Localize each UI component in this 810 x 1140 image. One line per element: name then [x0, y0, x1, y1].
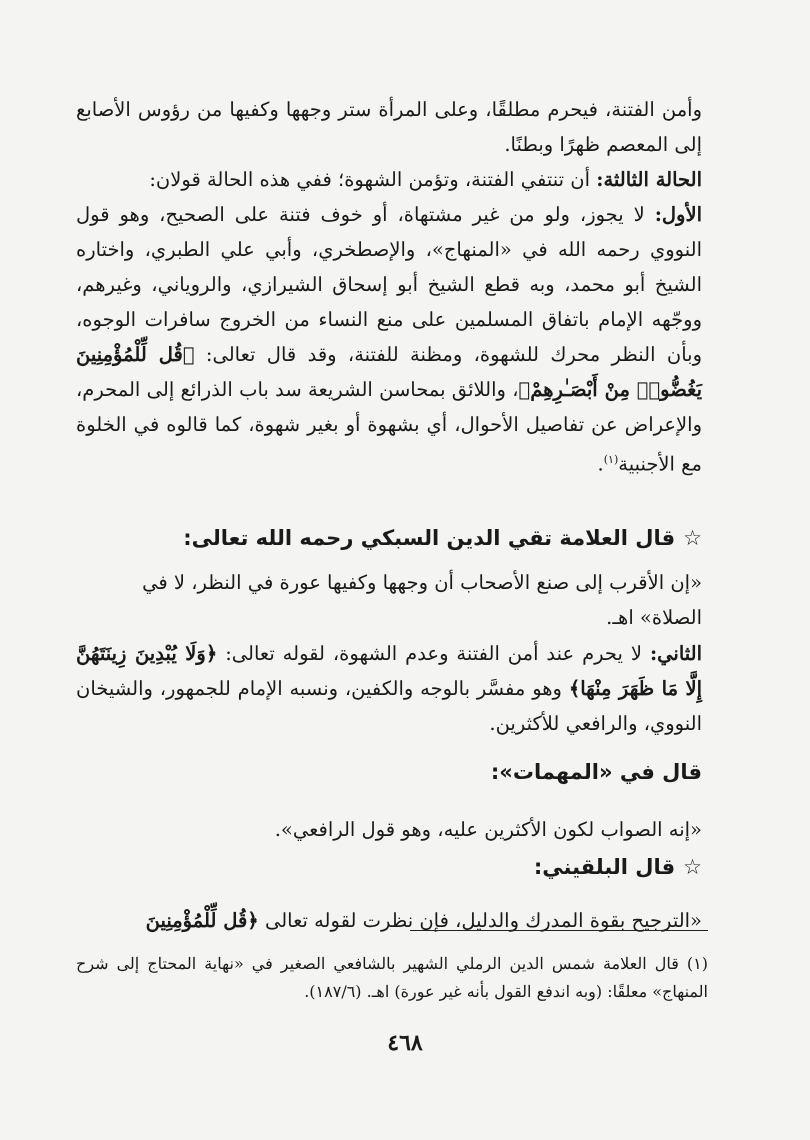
footnote-ref-1: (١)	[603, 453, 619, 466]
quran-verse-3: ﴿قُل لِّلْمُؤْمِنِينَ	[145, 909, 259, 932]
text-block-1	[76, 92, 702, 482]
paragraph-intro: وأمن الفتنة، فيحرم مطلقًا، وعلى المرأة ستر وجهها وكفيها من رؤوس الأصابع إلى المعصم ظهرًا وبطنًا.	[76, 98, 702, 156]
quote-bulqini-text: «الترجيح بقوة المدرك والدليل، فإن نظرت لقوله تعالى	[264, 909, 702, 932]
heading-bulqini-text: قال البلقيني:	[533, 855, 676, 879]
quote-muhimmat: «إنه الصواب لكون الأكثرين عليه، وهو قول الرافعي».	[274, 818, 702, 841]
first-opinion-text-b: ، واللائق بمحاسن الشريعة سد باب الذرائع إلى المحرم، والإعراض عن تفاصيل الأحوال، أي بشهوة أو بغير شهوة، كما قالوه في الخلوة مع الأجنبية	[76, 378, 702, 476]
page-number: ٤٦٨	[387, 1030, 423, 1056]
heading-bulqini	[70, 855, 702, 879]
star-icon-2: ☆	[683, 855, 702, 879]
paragraph-third-case	[76, 162, 702, 197]
footnote-1: (١) قال العلامة شمس الدين الرملي الشهير بالشافعي الصغير في «نهاية المحتاج إلى شرح المنهاج» معلقًا: (وبه اندفع القول بأنه غير عورة) اهـ. (١٨٧/٦).	[76, 954, 709, 1001]
second-opinion-label: الثاني:	[649, 642, 703, 665]
heading-subki-text: قال العلامة تقي الدين السبكي رحمه الله تعالى:	[183, 526, 676, 550]
text-block-2	[76, 636, 702, 741]
heading-subki	[70, 526, 702, 550]
paragraph-first-opinion: الأول: لا يجوز، ولو من غير مشتهاة، أو خوف فتنة على الصحيح، وهو قول النووي رحمه الله في «المنهاج»، والإصطخري، وأبي علي الطبري، واختاره الشيخ أبو محمد، وبه قطع الشيخ أبو إسحاق الشيرازي، والروياني، وغيرهم، ووجّهه الإمام باتفاق المسلمين على منع النساء من الخروج سافرات الوجوه، وبأن النظر محرك للشهوة، ومظنة للفتنة، وقد قال تعالى: ﴿قُل لِّلْمُؤْمِنِينَ يَغُضُّوا۟ مِنْ أَبْصَـٰرِهِمْ﴾، واللائق بمحاسن الشريعة سد باب الذرائع إلى المحرم، والإعراض عن تفاصيل الأحوال، أي بشهوة أو بغير شهوة، كما قالوه في الخلوة مع الأجنبية$^{(١)}$.	[76, 203, 703, 476]
first-opinion-text-a: لا يجوز، ولو من غير مشتهاة، أو خوف فتنة على الصحيح، وهو قول النووي رحمه الله في «المنهاج»، والإصطخري، وأبي علي الطبري، واختاره الشيخ أبو محمد، وبه قطع الشيخ أبو إسحاق الشيرازي، والروياني، وغيرهم، ووجّهه الإمام باتفاق المسلمين على منع النساء من الخروج سافرات الوجوه، وبأن النظر محرك للشهوة، ومظنة للفتنة، وقد قال تعالى:	[76, 203, 702, 366]
footnote-separator	[410, 930, 708, 931]
paragraph-second-opinion	[76, 636, 702, 741]
second-opinion-text-b: وهو مفسَّر بالوجه والكفين، ونسبه الإمام للجمهور، والشيخان النووي، والرافعي للأكثرين.	[76, 677, 702, 735]
second-opinion-text-a: لا يحرم عند أمن الفتنة وعدم الشهوة، لقوله تعالى:	[225, 642, 642, 665]
first-opinion-label: الأول:	[654, 203, 703, 226]
quran-verse-1: ﴿قُل لِّلْمُؤْمِنِينَ يَغُضُّوا۟ مِنْ أَبْصَـٰرِهِمْ﴾	[76, 343, 702, 401]
star-icon: ☆	[683, 526, 702, 550]
third-case-label: الحالة الثالثة:	[596, 168, 702, 191]
third-case-text: أن تنتفي الفتنة، وتؤمن الشهوة؛ ففي هذه الحالة قولان:	[149, 168, 591, 191]
quote-subki: «إن الأقرب إلى صنع الأصحاب أن وجهها وكفيها عورة في النظر، لا في الصلاة» اهـ.	[142, 571, 702, 629]
quran-verse-2: ﴿وَلَا يُبْدِينَ زِينَتَهُنَّ إِلَّا مَا ظَهَرَ مِنْهَا﴾	[76, 642, 702, 700]
quote-bulqini	[76, 903, 702, 938]
heading-muhimmat: قال في «المهمات»:	[490, 760, 702, 784]
